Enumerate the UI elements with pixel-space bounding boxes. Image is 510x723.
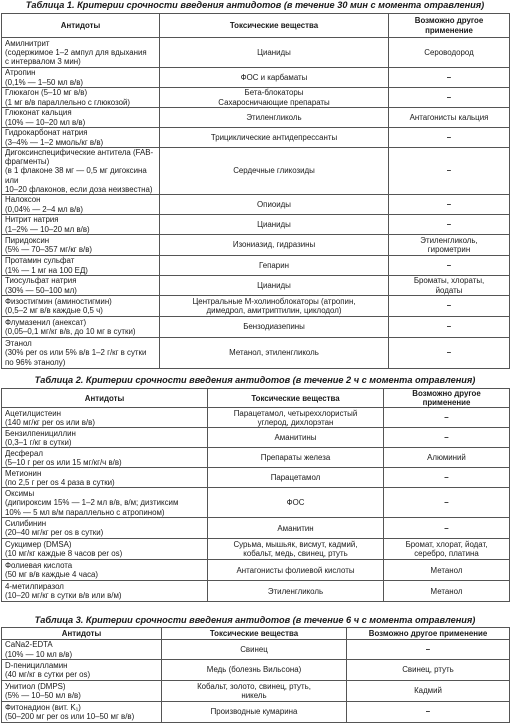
header-row: [2, 14, 510, 38]
table-row: [2, 256, 510, 276]
toxic-substance-cell: Изониазид, гидразины: [160, 235, 389, 256]
other-use-cell: –: [384, 488, 510, 518]
antidote-cell: Нитрит натрия (1–2% — 10–20 мл в/в): [2, 215, 160, 235]
toxic-substance-cell: ФОС: [208, 488, 384, 518]
header-row: [2, 389, 510, 408]
toxic-substance-cell: Кобальт, золото, свинец, ртуть, никель: [162, 681, 347, 702]
toxic-substance-cell: Сердечные гликозиды: [160, 148, 389, 195]
toxic-substance-cell: Цианиды: [160, 38, 389, 68]
toxic-substance-cell: Сурьма, мышьяк, висмут, кадмий, кобальт, медь, свинец, ртуть: [208, 539, 384, 560]
table-row: [2, 215, 510, 235]
antidote-table-1: [1, 13, 510, 369]
antidote-cell: Флумазенил (анексат) (0,05–0,1 мг/кг в/в, до 10 мг в сутки): [2, 317, 160, 338]
antidote-cell: Атропин (0,1% — 1–50 мл в/в): [2, 68, 160, 88]
other-use-cell: –: [384, 428, 510, 448]
antidote-cell: D-пеницилламин (40 мг/кг в сутки per os): [2, 660, 162, 681]
other-use-cell: –: [384, 468, 510, 488]
toxic-substance-cell: Аманитин: [208, 518, 384, 539]
toxic-substance-cell: Бета-блокаторы Сахаросничающие препараты: [160, 88, 389, 108]
other-use-cell: –: [389, 195, 510, 215]
table-row: [2, 681, 510, 702]
other-use-cell: Этиленгликоль, гирометрин: [389, 235, 510, 256]
other-use-cell: Свинец, ртуть: [347, 660, 510, 681]
other-use-cell: Бромат, хлорат, йодат, серебро, платина: [384, 539, 510, 560]
antidote-cell: Десферал (5–10 г per os или 15 мг/кг/ч в/в): [2, 448, 208, 468]
antidote-table-2: [1, 388, 510, 602]
antidote-cell: Тиосульфат натрия (30% — 50–100 мл): [2, 276, 160, 296]
table-row: [2, 448, 510, 468]
toxic-substance-cell: Парацетамол: [208, 468, 384, 488]
other-use-cell: Алюминий: [384, 448, 510, 468]
table-row: [2, 108, 510, 128]
table-row: [2, 276, 510, 296]
toxic-substance-cell: Гепарин: [160, 256, 389, 276]
table-row: [2, 488, 510, 518]
header-row: [2, 628, 510, 640]
toxic-substance-cell: Метанол, этиленгликоль: [160, 338, 389, 369]
table-row: [2, 128, 510, 148]
table-row: [2, 539, 510, 560]
antidote-cell: Ацетилцистеин (140 мг/кг per os или в/в): [2, 408, 208, 428]
antidote-cell: Метионин (по 2,5 г per os 4 раза в сутки): [2, 468, 208, 488]
table-row: [2, 560, 510, 581]
other-use-cell: –: [389, 128, 510, 148]
antidote-cell: Гидрокарбонат натрия (3–4% — 1–2 ммоль/кг в/в): [2, 128, 160, 148]
antidote-cell: Бензилпенициллин (0,3–1 г/кг в сутки): [2, 428, 208, 448]
toxic-substance-cell: Препараты железа: [208, 448, 384, 468]
toxic-substance-cell: Аманитины: [208, 428, 384, 448]
other-use-cell: –: [347, 702, 510, 723]
antidote-cell: Протамин сульфат (1% — 1 мг на 100 ЕД): [2, 256, 160, 276]
antidote-cell: Глюконат кальция (10% — 10–20 мл в/в): [2, 108, 160, 128]
antidote-cell: Фитонадион (вит. K₁) (50–200 мг per os или 10–50 мг в/в): [2, 702, 162, 723]
toxic-substance-cell: Бензодиазепины: [160, 317, 389, 338]
other-use-cell: Антагонисты кальция: [389, 108, 510, 128]
toxic-substance-cell: Этиленгликоль: [160, 108, 389, 128]
column-header-toxins: Токсические вещества: [208, 389, 384, 408]
other-use-cell: –: [347, 640, 510, 660]
other-use-cell: Метанол: [384, 560, 510, 581]
column-header-other-use: Возможно другое применение: [389, 14, 510, 38]
toxic-substance-cell: Трициклические антидепрессанты: [160, 128, 389, 148]
table-row: [2, 702, 510, 723]
table-row: [2, 38, 510, 68]
table-row: [2, 296, 510, 317]
column-header-toxins: Токсические вещества: [160, 14, 389, 38]
column-header-antidotes: Антидоты: [2, 389, 208, 408]
column-header-toxins: Токсические вещества: [162, 628, 347, 640]
toxic-substance-cell: Свинец: [162, 640, 347, 660]
antidote-cell: Глюкагон (5–10 мг в/в) (1 мг в/в параллельно с глюкозой): [2, 88, 160, 108]
antidote-cell: Фолиевая кислота (50 мг в/в каждые 4 часа): [2, 560, 208, 581]
table-row: [2, 428, 510, 448]
table-3-caption: Таблица 3. Критерии срочности введения антидотов (в течение 6 ч с момента отравления): [34, 615, 476, 625]
other-use-cell: –: [389, 317, 510, 338]
other-use-cell: –: [389, 68, 510, 88]
toxic-substance-cell: Медь (болезнь Вильсона): [162, 660, 347, 681]
table-row: [2, 195, 510, 215]
table-row: [2, 518, 510, 539]
other-use-cell: –: [389, 338, 510, 369]
antidote-cell: Унитиол (DMPS) (5% — 10–50 мл в/в): [2, 681, 162, 702]
column-header-antidotes: Антидоты: [2, 628, 162, 640]
toxic-substance-cell: Цианиды: [160, 215, 389, 235]
other-use-cell: Метанол: [384, 581, 510, 602]
column-header-other-use: Возможно другое применение: [347, 628, 510, 640]
other-use-cell: Кадмий: [347, 681, 510, 702]
antidote-cell: Сукцимер (DMSA) (10 мг/кг каждые 8 часов per os): [2, 539, 208, 560]
other-use-cell: –: [384, 408, 510, 428]
toxic-substance-cell: Опиоиды: [160, 195, 389, 215]
toxic-substance-cell: Этиленгликоль: [208, 581, 384, 602]
table-row: [2, 408, 510, 428]
table-row: [2, 581, 510, 602]
antidote-cell: Силибинин (20–40 мг/кг per os в сутки): [2, 518, 208, 539]
antidote-cell: Этанол (30% per os или 5% в/в 1–2 г/кг в сутки по 96% этанолу): [2, 338, 160, 369]
table-row: [2, 148, 510, 195]
table-row: [2, 338, 510, 369]
table-row: [2, 660, 510, 681]
table-row: [2, 468, 510, 488]
other-use-cell: –: [384, 518, 510, 539]
other-use-cell: Сероводород: [389, 38, 510, 68]
antidote-table-3: [1, 627, 510, 723]
other-use-cell: Броматы, хлораты, йодаты: [389, 276, 510, 296]
toxic-substance-cell: ФОС и карбаматы: [160, 68, 389, 88]
toxic-substance-cell: Центральные М-холиноблокаторы (атропин, димедрол, амитриптилин, циклодол): [160, 296, 389, 317]
column-header-antidotes: Антидоты: [2, 14, 160, 38]
other-use-cell: –: [389, 148, 510, 195]
antidote-cell: Физостигмин (аминостигмин) (0,5–2 мг в/в каждые 0,5 ч): [2, 296, 160, 317]
other-use-cell: –: [389, 256, 510, 276]
table-1-caption: Таблица 1. Критерии срочности введения антидотов (в течение 30 мин с момента отравления): [25, 0, 485, 10]
toxic-substance-cell: Производные кумарина: [162, 702, 347, 723]
antidote-cell: CaNa2-EDTA (10% — 10 мл в/в): [2, 640, 162, 660]
antidote-cell: Оксимы (дипироксим 15% — 1–2 мл в/в, в/м; дизтиксим 10% — 5 мл в/м параллельно с атропином): [2, 488, 208, 518]
other-use-cell: –: [389, 215, 510, 235]
toxic-substance-cell: Антагонисты фолиевой кислоты: [208, 560, 384, 581]
antidote-cell: Дигоксинспецифические антитела (FAB- фрагменты) (в 1 флаконе 38 мг — 0,5 мг дигоксина или 10–20 флаконов, если доза неизвестна): [2, 148, 160, 195]
toxic-substance-cell: Цианиды: [160, 276, 389, 296]
table-row: [2, 640, 510, 660]
table-2-caption: Таблица 2. Критерии срочности введения антидотов (в течение 2 ч с момента отравления): [34, 375, 476, 385]
table-row: [2, 88, 510, 108]
column-header-other-use: Возможно другое применение: [384, 389, 510, 408]
other-use-cell: –: [389, 88, 510, 108]
antidote-cell: Пиридоксин (5% — 70–357 мг/кг в/в): [2, 235, 160, 256]
table-row: [2, 235, 510, 256]
antidote-cell: 4-метилпиразол (10–20 мг/кг в сутки в/в или в/м): [2, 581, 208, 602]
other-use-cell: –: [389, 296, 510, 317]
antidote-cell: Налоксон (0,04% — 2–4 мл в/в): [2, 195, 160, 215]
table-row: [2, 317, 510, 338]
toxic-substance-cell: Парацетамол, четыреххлористый углерод, дихлорэтан: [208, 408, 384, 428]
table-row: [2, 68, 510, 88]
antidote-cell: Амилнитрит (содержимое 1–2 ампул для вдыхания с интервалом 3 мин): [2, 38, 160, 68]
